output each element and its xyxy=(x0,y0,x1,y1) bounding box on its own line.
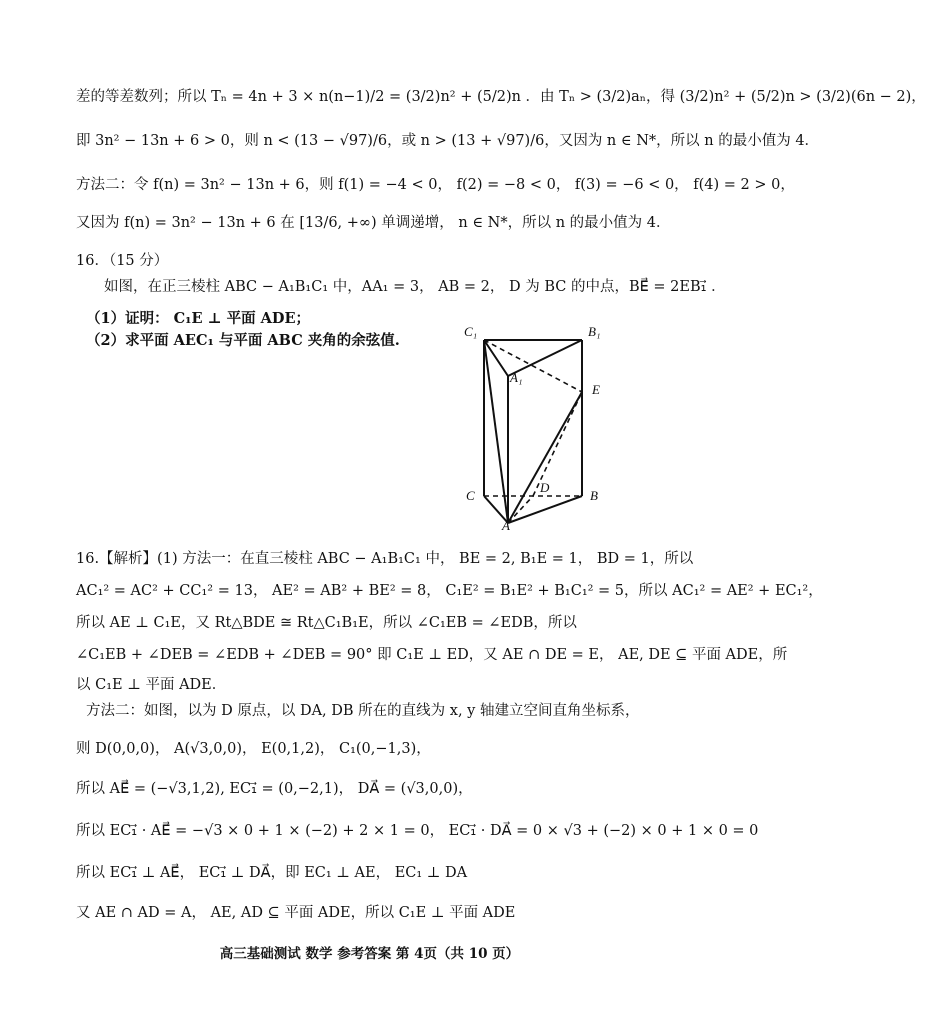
text-line: 以 C₁E ⊥ 平面 ADE． xyxy=(76,677,227,693)
text-line: 所以 AE⃗ = (−√3,1,2), EC₁⃗ = (0,−2,1)， DA⃗ = (√3,0,0)， xyxy=(76,781,473,797)
label-A: A xyxy=(502,518,510,533)
text-line: 16.【解析】(1) 方法一：在直三棱柱 ABC − A₁B₁C₁ 中， BE = 2, B₁E = 1， BD = 1，所以 xyxy=(76,551,694,567)
problem-number: 16．（15 分） xyxy=(76,253,169,269)
text-line: 所以 EC₁⃗ ⊥ AE⃗， EC₁⃗ ⊥ DA⃗，即 EC₁ ⊥ AE， EC₁ ⊥ DA xyxy=(76,865,468,881)
question-1: （1）证明： C₁E ⊥ 平面 ADE； xyxy=(86,310,311,327)
text-line: 所以 EC₁⃗ · AE⃗ = −√3 × 0 + 1 × (−2) + 2 × 1 = 0， EC₁⃗ · DA⃗ = 0 × √3 + (−2) × 0 + 1 × 0 = 0 xyxy=(76,823,759,839)
text-line: 差的等差数列；所以 Tₙ = 4n + 3 × n(n−1)/2 = (3/2)n² + (5/2)n ．由 Tₙ > (3/2)aₙ，得 (3/2)n² + (5/2)n > (3/2)(6n − 2)， xyxy=(76,89,926,105)
label-B1: B₁ xyxy=(588,324,601,339)
text-line: 又 AE ∩ AD = A， AE, AD ⊆ 平面 ADE，所以 C₁E ⊥ 平面 ADE xyxy=(76,905,516,921)
prism-figure xyxy=(450,316,630,533)
text-line: AC₁² = AC² + CC₁² = 13， AE² = AB² + BE² = 8， C₁E² = B₁E² + B₁C₁² = 5，所以 AC₁² = AE² + EC₁²， xyxy=(76,583,823,599)
text-line: 即 3n² − 13n + 6 > 0，则 n < (13 − √97)/6，或 n > (13 + √97)/6，又因为 n ∈ N*，所以 n 的最小值为 4． xyxy=(76,133,820,149)
label-C: C xyxy=(466,488,475,503)
label-B: B xyxy=(590,488,598,503)
text-line: 又因为 f(n) = 3n² − 13n + 6 在 [13/6, +∞) 单调递增， n ∈ N*，所以 n 的最小值为 4． xyxy=(76,215,671,231)
page-footer: 高三基础测试 数学 参考答案 第 4页（共 10 页） xyxy=(219,946,520,962)
label-A1: A₁ xyxy=(510,370,523,385)
label-D: D xyxy=(540,480,550,495)
problem-statement: 如图，在正三棱柱 ABC − A₁B₁C₁ 中，AA₁ = 3， AB = 2， D 为 BC 的中点，BE⃗ = 2EB₁⃗ ． xyxy=(104,279,726,295)
text-line: 方法二：如图，以为 D 原点，以 DA, DB 所在的直线为 x, y 轴建立空间直角坐标系， xyxy=(86,703,640,719)
label-E: E xyxy=(592,382,600,397)
text-line: 方法二：令 f(n) = 3n² − 13n + 6，则 f(1) = −4 < 0， f(2) = −8 < 0， f(3) = −6 < 0， f(4) = 2 > 0， xyxy=(76,177,795,193)
text-line: 则 D(0,0,0)， A(√3,0,0)， E(0,1,2)， C₁(0,−1,3)， xyxy=(76,741,431,757)
label-C1: C₁ xyxy=(464,324,478,339)
text-line: 所以 AE ⊥ C₁E，又 Rt△BDE ≅ Rt△C₁B₁E，所以 ∠C₁EB = ∠EDB，所以 xyxy=(76,615,577,631)
question-2: （2）求平面 AEC₁ 与平面 ABC 夹角的余弦值. xyxy=(86,332,400,349)
text-line: ∠C₁EB + ∠DEB = ∠EDB + ∠DEB = 90° 即 C₁E ⊥ ED，又 AE ∩ DE = E， AE, DE ⊆ 平面 ADE，所 xyxy=(76,647,788,663)
